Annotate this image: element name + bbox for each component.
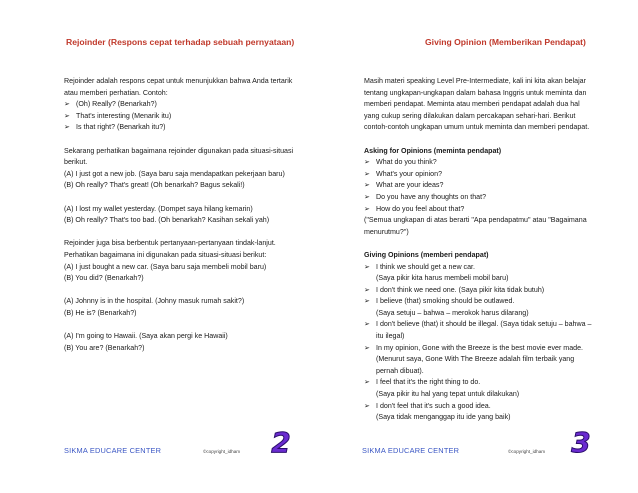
paragraph-line: memberi pendapat. Meminta atau memberi pendapat adalah dua hal (364, 100, 580, 109)
arrow-bullet-icon: ➢ (64, 112, 70, 120)
translation-line: (Saya setuju – bahwa – merokok harus dilarang) (376, 308, 529, 317)
paragraph-line: (A) I just got a new job. (Saya baru saja mendapatkan pekerjaan baru) (64, 169, 285, 178)
arrow-bullet-icon: ➢ (64, 124, 70, 132)
section-heading: Asking for Opinions (meminta pendapat) (364, 146, 502, 155)
paragraph-line: yang cukup sering dilakukan dalam percakapan sehari-hari. Berikut (364, 111, 576, 120)
paragraph-line: Sekarang perhatikan bagaimana rejoinder digunakan pada situasi-situasi (64, 146, 294, 155)
translation-line: (Saya pikir kita harus membeli mobil baru) (376, 274, 509, 283)
translation-line: pernah dibuat). (376, 366, 424, 375)
paragraph-line: (A) I just bought a new car. (Saya baru saja membeli mobil baru) (64, 262, 267, 271)
paragraph-line: (B) You are? (Benarkah?) (64, 343, 145, 352)
paragraph-line: (B) He is? (Benarkah?) (64, 308, 137, 317)
page-number-badge (568, 428, 594, 458)
list-item: ➢ I don't think we need one. (Saya pikir kita tidak butuh) (364, 285, 614, 297)
list-item: ➢ How do you feel about that? (364, 204, 614, 216)
list-item: ➢ In my opinion, Gone with the Breeze is the best movie ever made. (364, 343, 614, 355)
list-item: ➢ I don't feel that it's such a good idea. (364, 401, 614, 413)
footer-brand: SIKMA EDUCARE CENTER (362, 446, 460, 455)
arrow-bullet-icon: ➢ (364, 182, 370, 190)
list-item: ➢ I believe (that) smoking should be outlawed. (364, 296, 614, 308)
list-item: ➢ What do you think? (364, 157, 614, 169)
page-body (364, 76, 614, 424)
translation-line: (Saya tidak menganggap itu ide yang baik) (376, 413, 511, 422)
paragraph-line: (A) Johnny is in the hospital. (Johny masuk rumah sakit?) (64, 297, 245, 306)
arrow-bullet-icon: ➢ (364, 321, 370, 329)
copyright-text: ©copyright_idham (508, 449, 546, 454)
arrow-bullet-icon: ➢ (364, 298, 370, 306)
list-item: ➢ Do you have any thoughts on that? (364, 192, 614, 204)
paragraph-line: menurutmu?") (364, 227, 409, 236)
paragraph-line: (B) Oh really? That's too bad. (Oh benarkah? Kasihan sekali yah) (64, 216, 270, 225)
paragraph-line: (B) You did? (Benarkah?) (64, 274, 144, 283)
arrow-bullet-icon: ➢ (364, 286, 370, 294)
translation-line: itu ilegal) (376, 332, 405, 341)
page-right (319, 0, 638, 493)
page-number-badge (268, 428, 294, 458)
arrow-bullet-icon: ➢ (364, 344, 370, 352)
page-title: Giving Opinion (Memberikan Pendapat) (425, 37, 586, 47)
paragraph-line: (A) I'm going to Hawaii. (Saya akan pergi ke Hawaii) (64, 332, 228, 341)
list-item: ➢ I think we should get a new car. (364, 262, 614, 274)
page-number: 3 (571, 428, 591, 458)
list-item: ➢ That's interesting (Menarik itu) (64, 111, 300, 123)
arrow-bullet-icon: ➢ (364, 193, 370, 201)
arrow-bullet-icon: ➢ (364, 263, 370, 271)
page-body (64, 76, 300, 354)
list-item: ➢ (Oh) Really? (Benarkah?) (64, 99, 300, 111)
arrow-bullet-icon: ➢ (364, 379, 370, 387)
list-item: ➢ Is that right? (Benarkah itu?) (64, 122, 300, 134)
translation-line: (Menurut saya, Gone With The Breeze adalah film terbaik yang (376, 355, 575, 364)
paragraph-line: (B) Oh really? That's great! (Oh benarkah? Bagus sekali!) (64, 181, 245, 190)
paragraph-line: atau memberi perhatian. Contoh: (64, 88, 168, 97)
paragraph-line: (A) I lost my wallet yesterday. (Dompet saya hilang kemarin) (64, 204, 253, 213)
paragraph-line: Rejoinder adalah respons cepat untuk menunjukkan bahwa Anda tertarik (64, 77, 293, 85)
page-title: Rejoinder (Respons cepat terhadap sebuah pernyataan) (66, 37, 295, 47)
list-item: ➢ What's your opinion? (364, 169, 614, 181)
paragraph-line: berikut. (64, 158, 88, 167)
paragraph-line: tentang ungkapan-ungkapan dalam bahasa Inggris untuk meminta dan (364, 88, 587, 97)
arrow-bullet-icon: ➢ (364, 159, 370, 167)
footer-brand: SIKMA EDUCARE CENTER (64, 446, 162, 455)
paragraph-line: Rejoinder juga bisa berbentuk pertanyaan-pertanyaan tindak-lanjut. (64, 239, 276, 248)
arrow-bullet-icon: ➢ (64, 101, 70, 109)
paragraph-line: Masih materi speaking Level Pre-Intermediate, kali ini kita akan belajar (364, 77, 586, 85)
arrow-bullet-icon: ➢ (364, 402, 370, 410)
list-item: ➢ I feel that it's the right thing to do. (364, 377, 614, 389)
translation-line: (Saya pikir itu hal yang tepat untuk dilakukan) (376, 390, 520, 399)
arrow-bullet-icon: ➢ (364, 170, 370, 178)
arrow-bullet-icon: ➢ (364, 205, 370, 213)
list-item: ➢ What are your ideas? (364, 180, 614, 192)
section-heading: Giving Opinions (memberi pendapat) (364, 250, 489, 259)
page-number: 2 (271, 428, 291, 458)
list-item: ➢ I don't believe (that) it should be illegal. (Saya tidak setuju – bahwa – (364, 319, 614, 331)
paragraph-line: ("Semua ungkapan di atas berarti "Apa pendapatmu" atau "Bagaimana (364, 216, 587, 225)
paragraph-line: contoh-contoh ungkapan umum untuk meminta dan memberi pendapat. (364, 123, 590, 132)
paragraph-line: Perhatikan bagaimana ini digunakan pada situasi-situasi berikut: (64, 250, 267, 259)
copyright-text: ©copyright_idham (203, 449, 241, 454)
